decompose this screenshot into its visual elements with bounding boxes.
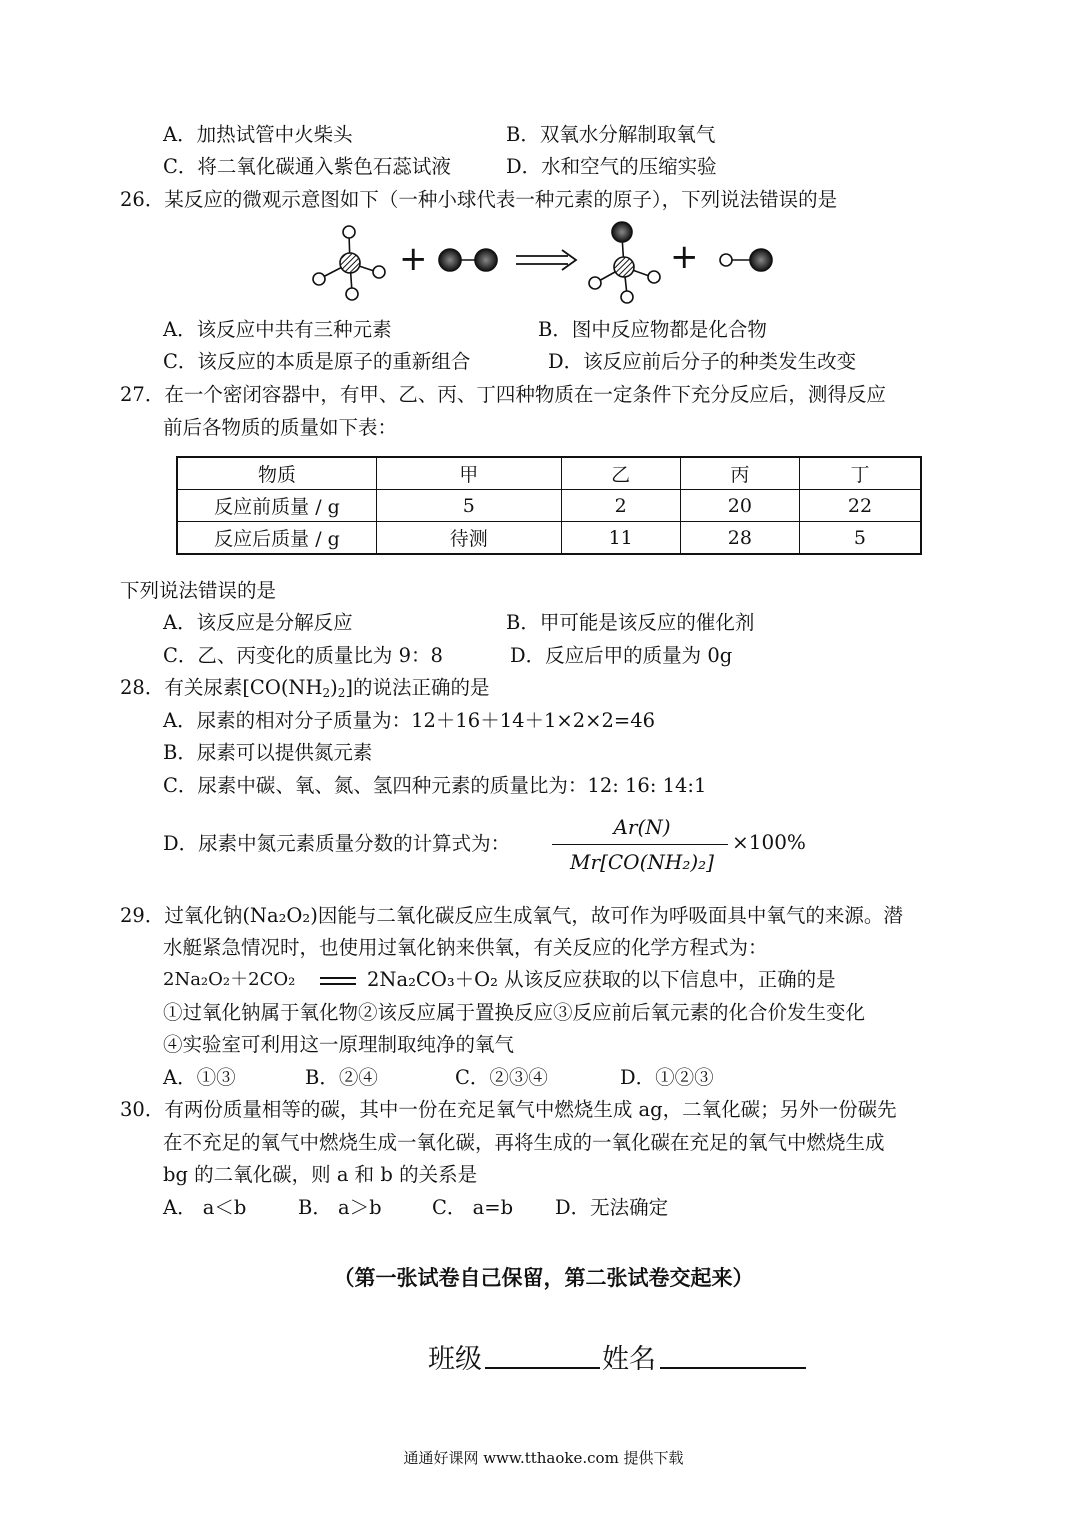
table-cell: 5 <box>377 490 562 522</box>
q30-line2: 在不充足的氧气中燃烧生成一氧化碳，再将生成的一氧化碳在充足的氧气中燃烧生成 <box>163 1131 885 1154</box>
q27-option-c: C．乙、丙变化的质量比为 9：8 <box>163 644 443 667</box>
q26-option-a: A．该反应中共有三种元素 <box>163 318 392 341</box>
equation-equals-sign <box>320 977 356 985</box>
formula-multiplier: ×100% <box>732 830 806 854</box>
table-header-cell: 乙 <box>561 457 680 490</box>
q25-option-a: A．加热试管中火柴头 <box>163 123 353 146</box>
table-row <box>177 522 921 555</box>
reactant-molecule-1 <box>313 226 385 300</box>
table-header-cell: 丙 <box>680 457 799 490</box>
table-header-cell: 物质 <box>177 457 377 490</box>
paper-notice: （第一张试卷自己保留，第二张试卷交起来） <box>333 1265 754 1290</box>
q30-line1: 30．有两份质量相等的碳，其中一份在充足氧气中燃烧生成 ag，二氧化碳；另外一份碳先 <box>120 1098 897 1121</box>
q25-option-c: C．将二氧化碳通入紫色石蕊试液 <box>163 155 451 178</box>
q29-option-a: A．①③ <box>163 1066 236 1089</box>
name-blank[interactable] <box>660 1367 806 1369</box>
q30-option-c: C． a=b <box>432 1196 514 1219</box>
q29-option-d: D．①②③ <box>620 1066 714 1089</box>
name-label: 姓名 <box>602 1344 656 1375</box>
table-cell: 28 <box>680 522 799 555</box>
q29-equation-right: 2Na₂CO₃＋O₂ 从该反应获取的以下信息中，正确的是 <box>367 968 836 991</box>
table-cell: 20 <box>680 490 799 522</box>
table-row <box>177 490 921 522</box>
q30-option-d: D．无法确定 <box>555 1196 669 1219</box>
formula-denominator: Mr[CO(NH₂)₂] <box>570 850 714 874</box>
q28-stem: 28．有关尿素$[CO(NH_2)_2]$的说法正确的是 <box>120 676 490 700</box>
reactant-molecule-2 <box>439 249 497 271</box>
table-cell: 22 <box>799 490 921 522</box>
class-blank[interactable] <box>485 1367 600 1369</box>
q27-option-b: B．甲可能是该反应的催化剂 <box>506 611 755 634</box>
q25-option-d: D．水和空气的压缩实验 <box>506 155 717 178</box>
reaction-arrow <box>516 250 576 270</box>
q30-option-a: A． a＜b <box>163 1196 247 1219</box>
q30-option-b: B． a＞b <box>298 1196 382 1219</box>
plus-sign-1: + <box>399 239 428 279</box>
table-cell: 5 <box>799 522 921 555</box>
q26-option-c: C．该反应的本质是原子的重新组合 <box>163 350 471 373</box>
q27-prompt: 下列说法错误的是 <box>120 579 277 602</box>
plus-sign-2: + <box>670 237 699 277</box>
q26-option-b: B．图中反应物都是化合物 <box>538 318 767 341</box>
q27-stem-line1: 27．在一个密闭容器中，有甲、乙、丙、丁四种物质在一定条件下充分反应后，测得反应 <box>120 383 886 406</box>
table-header-row <box>177 457 921 490</box>
q27-option-d: D．反应后甲的质量为 0g <box>510 644 733 667</box>
table-header-cell: 甲 <box>377 457 562 490</box>
formula-numerator: Ar(N) <box>613 815 671 839</box>
q30-line3: bg 的二氧化碳，则 a 和 b 的关系是 <box>163 1163 478 1186</box>
q29-statements-line1: ①过氧化钠属于氧化物②该反应属于置换反应③反应前后氧元素的化合价发生变化 <box>163 1001 866 1024</box>
q25-option-b: B．双氧水分解制取氧气 <box>506 123 716 146</box>
q29-statements-line2: ④实验室可利用这一原理制取纯净的氧气 <box>163 1033 515 1056</box>
table-cell: 2 <box>561 490 680 522</box>
mass-table <box>176 456 922 555</box>
q28-option-a: A．尿素的相对分子质量为：12＋16＋14＋1×2×2=46 <box>163 709 656 732</box>
class-label: 班级 <box>428 1344 482 1375</box>
download-footer: 通通好课网 www.tthaoke.com 提供下载 <box>403 1449 684 1467</box>
q28-option-c: C．尿素中碳、氧、氮、氢四种元素的质量比为：12: 16: 14:1 <box>163 774 707 797</box>
q27-option-a: A．该反应是分解反应 <box>163 611 353 634</box>
q29-equation-left: 2Na₂O₂＋2CO₂ <box>163 969 296 990</box>
q26-option-d: D．该反应前后分子的种类发生改变 <box>548 350 857 373</box>
product-molecule-2 <box>720 249 772 271</box>
q29-line2: 水艇紧急情况时，也使用过氧化钠来供氧，有关反应的化学方程式为： <box>163 936 768 959</box>
reaction-micro-diagram <box>300 220 790 308</box>
q26-stem: 26．某反应的微观示意图如下（一种小球代表一种元素的原子），下列说法错误的是 <box>120 188 838 211</box>
q29-option-c: C．②③④ <box>455 1066 548 1089</box>
table-cell: 反应后质量 / g <box>177 522 377 555</box>
q29-option-b: B．②④ <box>305 1066 378 1089</box>
fraction-bar <box>552 844 728 845</box>
table-cell: 11 <box>561 522 680 555</box>
q29-line1: 29．过氧化钠(Na₂O₂)因能与二氧化碳反应生成氧气，故可作为呼吸面具中氧气的来源。潜 <box>120 904 903 927</box>
q28-option-b: B．尿素可以提供氮元素 <box>163 741 373 764</box>
table-header-cell: 丁 <box>799 457 921 490</box>
table-cell: 反应前质量 / g <box>177 490 377 522</box>
q27-stem-line2: 前后各物质的质量如下表： <box>163 416 398 439</box>
table-cell: 待测 <box>377 522 562 555</box>
q28-option-d: D．尿素中氮元素质量分数的计算式为： <box>163 832 511 855</box>
product-molecule-1 <box>589 222 660 303</box>
